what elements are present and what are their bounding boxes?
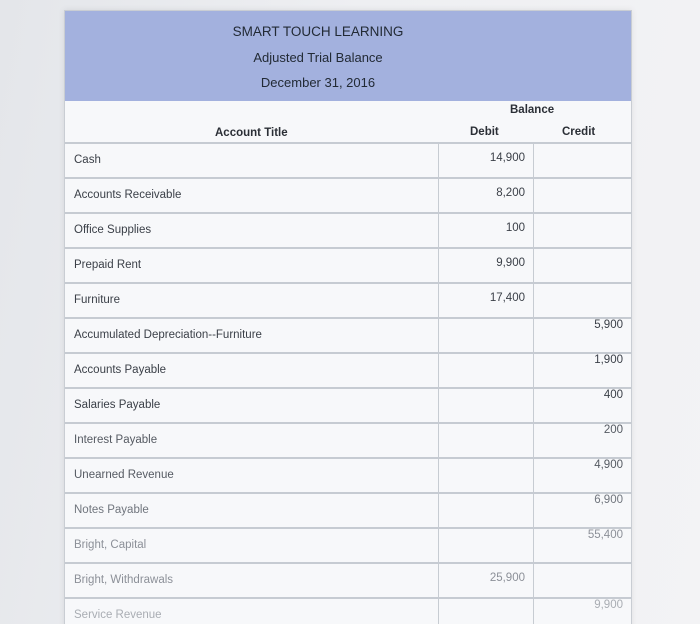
table-row [65, 527, 631, 562]
credit-cell: 400 [603, 389, 623, 401]
account-title-cell: Bright, Capital [74, 539, 147, 551]
table-row [65, 457, 631, 492]
account-title-cell: Prepaid Rent [74, 259, 142, 271]
balance-column-header: Balance [510, 104, 555, 116]
company-name: SMART TOUCH LEARNING [232, 24, 404, 39]
credit-cell: 9,900 [594, 599, 623, 611]
report-title: Adjusted Trial Balance [253, 50, 383, 65]
table-row [65, 212, 631, 247]
debit-cell: 14,900 [489, 152, 525, 164]
debit-cell: 9,900 [496, 257, 525, 269]
table-row [65, 142, 631, 177]
report-date: December 31, 2016 [260, 75, 376, 90]
table-row [65, 597, 631, 624]
account-title-cell: Interest Payable [74, 434, 158, 446]
table-row [65, 317, 631, 352]
credit-cell: 5,900 [594, 319, 623, 331]
table-row [65, 352, 631, 387]
credit-cell: 200 [603, 424, 623, 436]
account-title-cell: Bright, Withdrawals [74, 574, 174, 586]
debit-cell: 25,900 [489, 572, 525, 584]
credit-cell: 4,900 [594, 459, 623, 471]
account-title-cell: Notes Payable [74, 504, 149, 516]
account-title-cell: Service Revenue [74, 609, 162, 621]
table-row [65, 387, 631, 422]
account-title-column-header: Account Title [215, 127, 288, 139]
debit-cell: 17,400 [489, 292, 525, 304]
account-table [65, 142, 631, 624]
debit-column-header: Debit [470, 126, 499, 138]
account-title-cell: Furniture [74, 294, 121, 306]
account-title-cell: Unearned Revenue [74, 469, 174, 481]
credit-cell: 55,400 [587, 529, 623, 541]
table-row [65, 492, 631, 527]
credit-column-header: Credit [562, 126, 596, 138]
account-title-cell: Office Supplies [74, 224, 152, 236]
table-row [65, 422, 631, 457]
account-title-cell: Salaries Payable [74, 399, 161, 411]
credit-cell: 6,900 [594, 494, 623, 506]
report-header [65, 11, 631, 101]
trial-balance-sheet [64, 10, 632, 624]
account-title-cell: Cash [74, 154, 101, 166]
table-row [65, 177, 631, 212]
account-title-cell: Accumulated Depreciation--Furniture [74, 329, 262, 341]
account-title-cell: Accounts Payable [74, 364, 167, 376]
credit-cell: 1,900 [594, 354, 623, 366]
debit-cell: 100 [505, 222, 525, 234]
debit-cell: 8,200 [496, 187, 525, 199]
table-row [65, 562, 631, 597]
account-title-cell: Accounts Receivable [74, 189, 182, 201]
table-row [65, 247, 631, 282]
table-row [65, 282, 631, 317]
